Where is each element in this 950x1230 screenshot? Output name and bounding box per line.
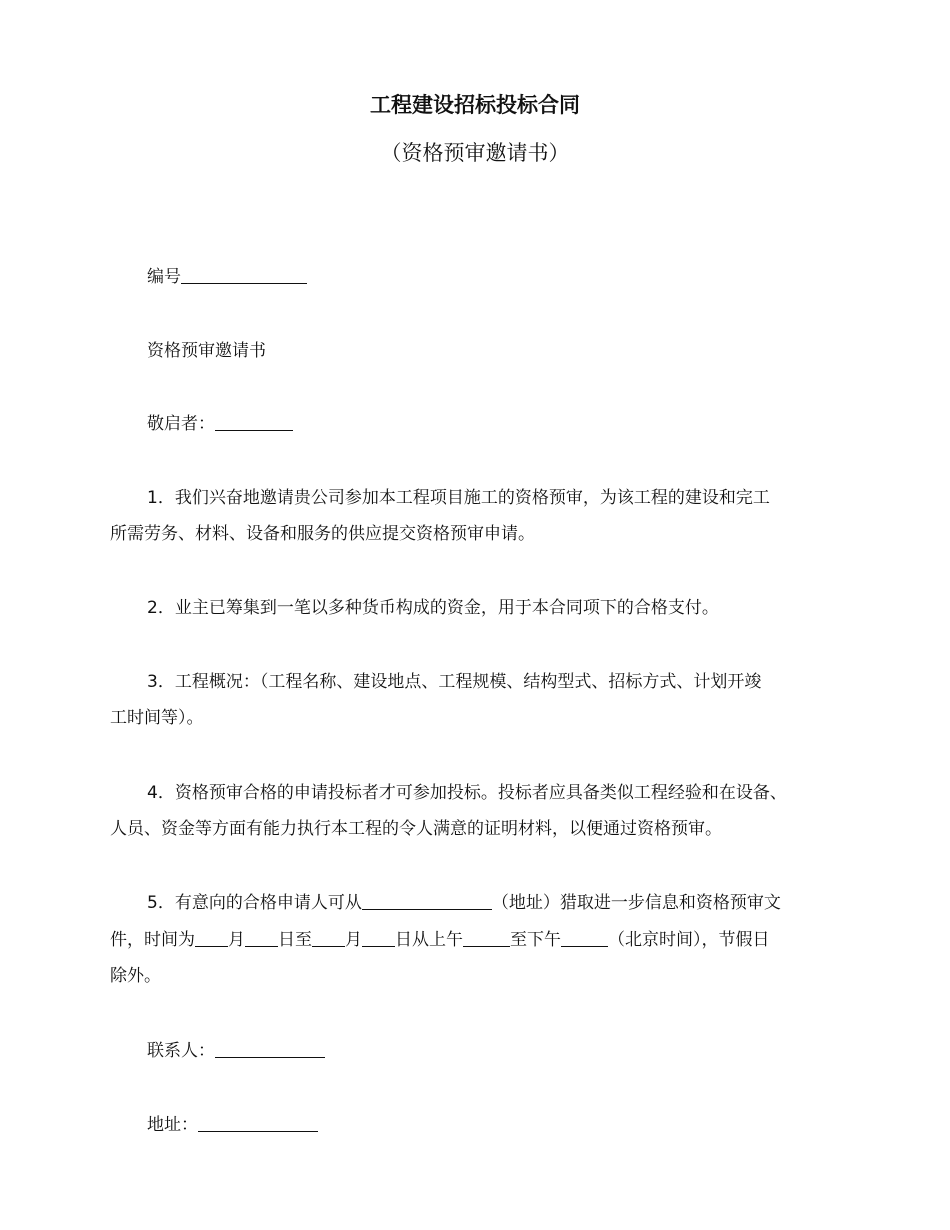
number-blank xyxy=(181,263,307,284)
paragraph-3-line-1: 3．工程概况：（工程名称、建设地点、工程规模、结构型式、招标方式、计划开竣 xyxy=(147,672,762,692)
number-label: 编号 xyxy=(147,267,181,287)
paragraph-2: 2．业主已筹集到一笔以多种货币构成的资金，用于本合同项下的合格支付。 xyxy=(147,598,719,618)
day-blank-1 xyxy=(245,926,278,947)
paragraph-5-line-2 xyxy=(110,922,840,958)
contact-line xyxy=(110,1033,877,1069)
paragraph-5-time-label: 件，时间为 xyxy=(110,930,195,950)
addressee-line xyxy=(110,406,877,442)
paragraph-5-text-b: （地址）猎取进一步信息和资格预审文 xyxy=(491,893,781,913)
contact-label: 联系人： xyxy=(147,1041,215,1061)
paragraph-4-line-1: 4．资格预审合格的申请投标者才可参加投标。投标者应具备类似工程经验和在设备、 xyxy=(147,783,787,803)
address-source-blank xyxy=(362,889,492,910)
am-time-blank xyxy=(463,926,510,947)
invitation-heading: 资格预审邀请书 xyxy=(147,341,266,361)
paragraph-5-line-3: 除外。 xyxy=(110,966,161,986)
paragraph-3-line-2: 工时间等）。 xyxy=(110,708,204,728)
contact-blank xyxy=(215,1037,325,1058)
paragraph-4-line-2: 人员、资金等方面有能力执行本工程的令人满意的证明材料，以便通过资格预审。 xyxy=(110,819,722,839)
month-blank-2 xyxy=(312,926,345,947)
number-line xyxy=(110,259,877,295)
address-label: 地址： xyxy=(147,1115,198,1135)
day-to-label: 日至 xyxy=(278,930,312,950)
document-title: 工程建设招标投标合同 xyxy=(370,93,580,117)
addressee-label: 敬启者： xyxy=(147,414,215,434)
address-line xyxy=(110,1107,877,1143)
document-subtitle: （资格预审邀请书） xyxy=(380,141,570,165)
month-blank-1 xyxy=(195,926,228,947)
day-blank-2 xyxy=(362,926,395,947)
paragraph-5-line-1 xyxy=(110,885,877,921)
paragraph-5-text-a: 5．有意向的合格申请人可从 xyxy=(147,893,362,913)
paragraph-1-line-2: 所需劳务、材料、设备和服务的供应提交资格预审申请。 xyxy=(110,524,535,544)
paragraph-5-tail: （北京时间），节假日 xyxy=(608,930,770,950)
month-label-2: 月 xyxy=(345,930,362,950)
paragraph-1-line-1: 1．我们兴奋地邀请贵公司参加本工程项目施工的资格预审，为该工程的建设和完工 xyxy=(147,488,770,508)
to-pm-label: 至下午 xyxy=(510,930,561,950)
pm-time-blank xyxy=(561,926,608,947)
addressee-blank xyxy=(215,410,293,431)
address-blank xyxy=(198,1111,318,1132)
from-am-label: 日从上午 xyxy=(395,930,463,950)
month-label-1: 月 xyxy=(228,930,245,950)
